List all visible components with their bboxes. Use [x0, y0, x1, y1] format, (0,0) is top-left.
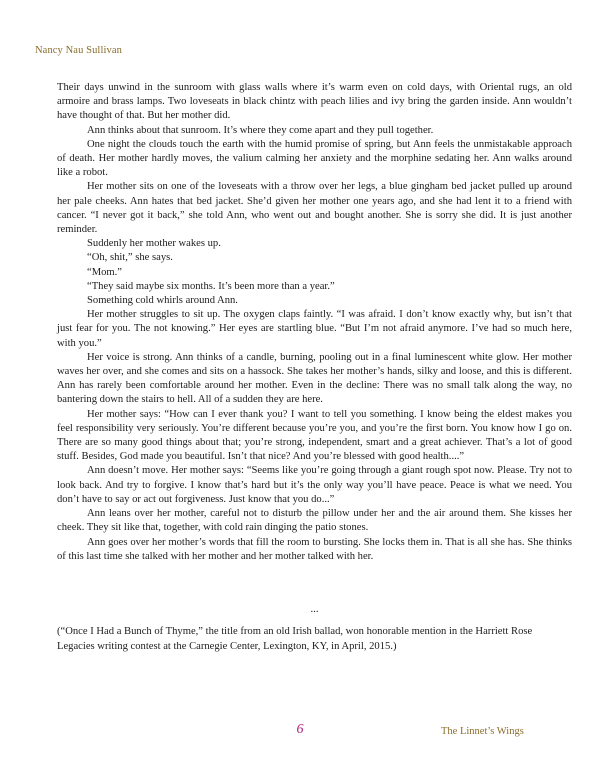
running-head-author: Nancy Nau Sullivan — [35, 45, 122, 56]
paragraph: Ann goes over her mother’s words that fill the room to bursting. She locks them in. That is all she has. She thinks of this last time she talked with her mother and her mother talked with her. — [57, 536, 572, 562]
paragraph: Her mother says: “How can I ever thank you? I want to tell you something. I know being the eldest makes you feel responsibility very seriously. You’re different because you’re you, and you’re the first born. You know how I go on. There are so many good things about that; you’re strong, independent, smart and a great achiever. That’s a lot of good stuff. Besides, God made you beautiful. Isn’t that nice? And you’re blessed with good health....” — [57, 408, 572, 463]
paragraph: “They said maybe six months. It’s been more than a year.” — [87, 280, 335, 292]
paragraph: Ann doesn’t move. Her mother says: “Seems like you’re going through a giant rough spot now. Please. Try not to look back. And try to forgive. I know that’s hard but it’s the only way you’ll have peace. Peace is what we need. You don’t have to say or act out forgiveness. Just know that you do...” — [57, 465, 572, 505]
paragraph: Her mother sits on one of the loveseats with a throw over her legs, a blue gingham bed jacket pulled up around her pale cheeks. Ann hates that bed jacket. She’d given her mother one years ago, and she had lent it to a friend with cancer. “I never got it back,” she told Ann, who went out and bought another. She is sorry she did. It is just another reminder. — [57, 181, 572, 236]
paragraph: Her voice is strong. Ann thinks of a candle, burning, pooling out in a final luminescent white glow. Her mother waves her over, and she comes and sits on a hassock. She takes her mother’s hands, silky and loose, and this is different. Ann has rarely been comfortable around her mother. Even in the decline: There was no small talk along the way, no bantering down the stairs to hell. All of a sudden they are here. — [57, 351, 572, 406]
paragraph: “Mom.” — [87, 266, 123, 278]
paragraph: Their days unwind in the sunroom with glass walls where it’s warm even on cold days, with Oriental rugs, an old armoire and brass lamps. Two loveseats in black chintz with peach lilies and ivy bring the garden inside. Ann wouldn’t have thought of that. But her mother did. — [57, 82, 572, 122]
paragraph: “Oh, shit,” she says. — [87, 252, 173, 264]
paragraph: Something cold whirls around Ann. — [87, 295, 238, 307]
paragraph: Ann leans over her mother, careful not to disturb the pillow under her and the air around them. She kisses her cheek. They sit like that, together, with cold rain dinging the patio stones. — [57, 508, 572, 534]
page-number: 6 — [296, 722, 304, 737]
paragraph: One night the clouds touch the earth with the humid promise of spring, but Ann feels the unmistakable approach of death. Her mother hardly moves, the valium calming her anxiety and the morphine sedating her. Ann walks around like a robot. — [57, 138, 572, 179]
paragraph: Her mother struggles to sit up. The oxygen claps faintly. “I was afraid. I don’t know exactly why, but isn’t that just fear for you. The not knowing.” Her eyes are startling blue. “But I’m not afraid anymore. I’ve had so much here, with you.” — [57, 309, 572, 349]
story-body — [57, 81, 572, 564]
paragraph: Suddenly her mother wakes up. — [87, 238, 221, 250]
publication-note: (“Once I Had a Bunch of Thyme,” the title from an old Irish ballad, won honorable mention in the Harriett Rose Legacies writing contest at the Carnegie Center, Lexington, KY, in April, 2015.) — [57, 626, 533, 652]
section-separator: ... — [310, 604, 319, 615]
paragraph: Ann thinks about that sunroom. It’s where they come apart and they pull together. — [87, 124, 434, 136]
running-foot-publication: The Linnet’s Wings — [441, 726, 524, 737]
